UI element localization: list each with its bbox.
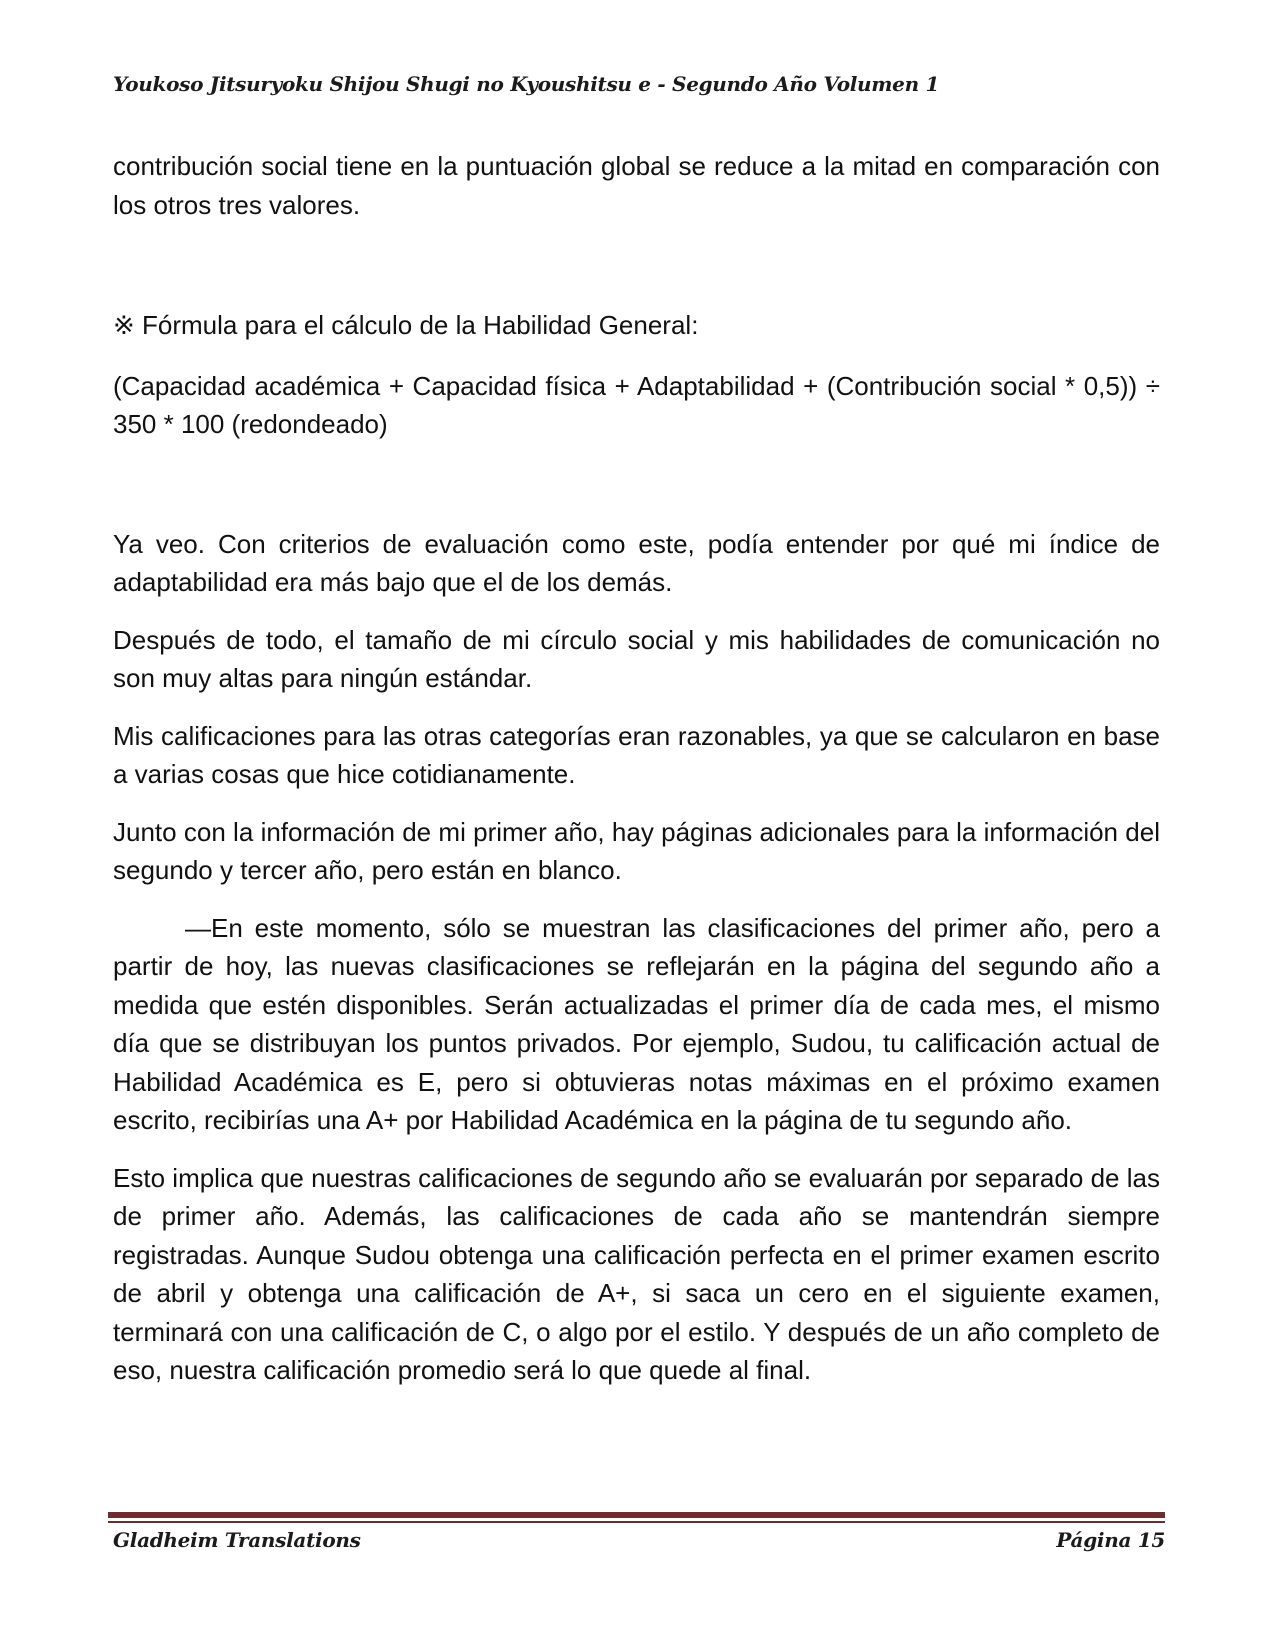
- paragraph-indented: —En este momento, sólo se muestran las clasificaciones del primer año, pero a partir de hoy, las nuevas clasificaciones se reflejarán en la página del segundo año a medida que estén disponibles. Serán actualizadas el primer día de cada mes, el mismo día que se distribuyan los puntos privados. Por ejemplo, Sudou, tu calificación actual de Habilidad Académica es E, pero si obtuvieras notas máximas en el próximo examen escrito, recibirías una A+ por Habilidad Académica en la página de tu segundo año.: [113, 912, 1160, 1135]
- footer-rule-thin: [108, 1521, 1165, 1523]
- paragraph: Junto con la información de mi primer año, hay páginas adicionales para la información del segundo y tercer año, pero están en blanco.: [113, 816, 1160, 885]
- formula-text: (Capacidad académica + Capacidad física + Adaptabilidad + (Contribución social * 0,5)) ÷ 350 * 100 (redondeado): [113, 370, 1160, 439]
- paragraph: Esto implica que nuestras calificaciones de segundo año se evaluarán por separado de las de primer año. Además, las calificaciones de cada año se mantendrán siempre registradas. Aunque Sudou obtenga una calificación perfecta en el primer examen escrito de abril y obtenga una calificación de A+, si saca un cero en el siguiente examen, terminará con una calificación de C, o algo por el estilo. Y después de un año completo de eso, nuestra calificación promedio será lo que quede al final.: [113, 1162, 1160, 1385]
- page-number: Página 15: [1056, 1528, 1165, 1552]
- page-header-title: Youkoso Jitsuryoku Shijou Shugi no Kyoushitsu e - Segundo Año Volumen 1: [113, 72, 940, 96]
- paragraph-intro: contribución social tiene en la puntuación global se reduce a la mitad en comparación con los otros tres valores.: [113, 151, 1160, 220]
- formula-title: ※ Fórmula para el cálculo de la Habilidad General:: [113, 310, 699, 340]
- paragraph: Mis calificaciones para las otras categorías eran razonables, ya que se calcularon en base a varias cosas que hice cotidianamente.: [113, 720, 1160, 789]
- footer-credit: Gladheim Translations: [113, 1528, 361, 1552]
- paragraph: Después de todo, el tamaño de mi círculo social y mis habilidades de comunicación no son muy altas para ningún estándar.: [113, 624, 1160, 693]
- paragraph: Ya veo. Con criterios de evaluación como este, podía entender por qué mi índice de adaptabilidad era más bajo que el de los demás.: [113, 528, 1160, 597]
- footer-rule-thick: [108, 1512, 1165, 1518]
- page-body: [113, 147, 1160, 1390]
